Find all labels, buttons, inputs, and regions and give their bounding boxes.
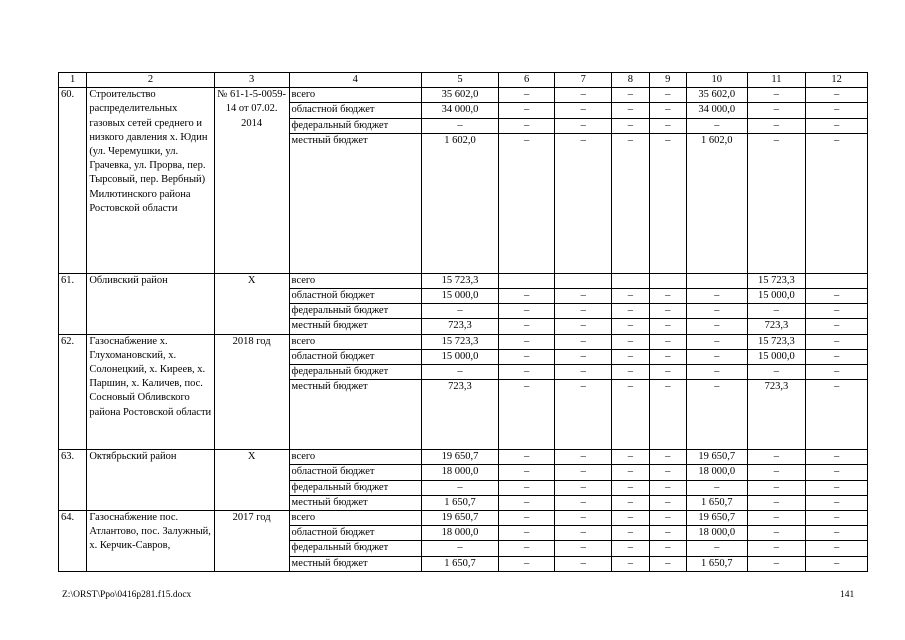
amount-cell: –	[649, 556, 686, 571]
funding-source: федеральный бюджет	[289, 365, 421, 380]
amount-cell: 723,3	[422, 380, 499, 450]
amount-cell: 1 602,0	[422, 133, 499, 273]
budget-table	[58, 72, 868, 572]
funding-source: местный бюджет	[289, 319, 421, 334]
amount-cell: –	[686, 289, 747, 304]
amount-cell: –	[612, 118, 649, 133]
amount-cell: –	[649, 334, 686, 349]
amount-cell: –	[555, 465, 612, 480]
amount-cell: –	[806, 541, 868, 556]
amount-cell: –	[498, 450, 555, 465]
amount-cell: –	[612, 133, 649, 273]
amount-cell: 35 602,0	[422, 88, 499, 103]
document-ref: № 61-1-5-0059-14 от 07.02. 2014	[214, 88, 289, 274]
amount-cell: –	[806, 365, 868, 380]
funding-source: местный бюджет	[289, 556, 421, 571]
amount-cell: –	[747, 495, 806, 510]
amount-cell: –	[555, 88, 612, 103]
amount-cell: –	[612, 304, 649, 319]
amount-cell: –	[498, 541, 555, 556]
amount-cell: –	[422, 365, 499, 380]
amount-cell: –	[555, 380, 612, 450]
amount-cell: 723,3	[747, 319, 806, 334]
header-cell: 1	[59, 73, 87, 88]
table-row	[59, 88, 868, 103]
amount-cell: –	[649, 118, 686, 133]
amount-cell: –	[555, 319, 612, 334]
header-cell: 10	[686, 73, 747, 88]
amount-cell: –	[612, 380, 649, 450]
table-row	[59, 511, 868, 526]
funding-source: всего	[289, 334, 421, 349]
amount-cell: 18 000,0	[686, 465, 747, 480]
amount-cell: –	[747, 450, 806, 465]
amount-cell: 18 000,0	[422, 526, 499, 541]
amount-cell: –	[555, 511, 612, 526]
funding-source: областной бюджет	[289, 349, 421, 364]
table-row	[59, 450, 868, 465]
header-cell: 9	[649, 73, 686, 88]
amount-cell: –	[612, 465, 649, 480]
amount-cell: –	[555, 365, 612, 380]
object-name: Обливский район	[87, 273, 214, 334]
amount-cell: –	[649, 304, 686, 319]
amount-cell: –	[806, 304, 868, 319]
amount-cell: –	[498, 103, 555, 118]
amount-cell: –	[806, 380, 868, 450]
amount-cell: 34 000,0	[686, 103, 747, 118]
amount-cell: –	[612, 511, 649, 526]
amount-cell	[649, 273, 686, 288]
amount-cell	[612, 273, 649, 288]
document-ref: 2018 год	[214, 334, 289, 450]
funding-source: федеральный бюджет	[289, 118, 421, 133]
amount-cell: –	[555, 349, 612, 364]
amount-cell: –	[555, 118, 612, 133]
amount-cell: –	[612, 450, 649, 465]
amount-cell: –	[686, 319, 747, 334]
row-number: 62.	[59, 334, 87, 450]
amount-cell: 723,3	[422, 319, 499, 334]
amount-cell: –	[498, 465, 555, 480]
amount-cell: –	[612, 349, 649, 364]
amount-cell: –	[612, 480, 649, 495]
amount-cell: –	[686, 334, 747, 349]
funding-source: областной бюджет	[289, 103, 421, 118]
amount-cell: –	[649, 541, 686, 556]
header-cell: 7	[555, 73, 612, 88]
amount-cell: –	[806, 556, 868, 571]
amount-cell: 19 650,7	[686, 450, 747, 465]
amount-cell: –	[806, 103, 868, 118]
page-number: 141	[840, 590, 855, 600]
funding-source: всего	[289, 88, 421, 103]
amount-cell: –	[498, 480, 555, 495]
header-cell: 4	[289, 73, 421, 88]
amount-cell: –	[555, 480, 612, 495]
amount-cell: –	[649, 526, 686, 541]
amount-cell: –	[422, 480, 499, 495]
amount-cell: –	[806, 349, 868, 364]
amount-cell: –	[649, 349, 686, 364]
amount-cell: –	[498, 304, 555, 319]
amount-cell: –	[498, 118, 555, 133]
amount-cell: –	[649, 495, 686, 510]
header-cell: 2	[87, 73, 214, 88]
amount-cell: –	[686, 349, 747, 364]
amount-cell: –	[806, 526, 868, 541]
amount-cell: 15 000,0	[747, 349, 806, 364]
amount-cell: –	[422, 541, 499, 556]
amount-cell: –	[498, 349, 555, 364]
funding-source: местный бюджет	[289, 380, 421, 450]
amount-cell: –	[555, 289, 612, 304]
amount-cell: –	[747, 480, 806, 495]
amount-cell: –	[498, 289, 555, 304]
amount-cell: –	[649, 450, 686, 465]
funding-source: всего	[289, 450, 421, 465]
table-row	[59, 273, 868, 288]
amount-cell: –	[649, 465, 686, 480]
amount-cell: –	[498, 511, 555, 526]
funding-source: всего	[289, 511, 421, 526]
amount-cell: 1 602,0	[686, 133, 747, 273]
row-number: 64.	[59, 511, 87, 572]
document-ref: 2017 год	[214, 511, 289, 572]
amount-cell: –	[612, 495, 649, 510]
header-cell: 8	[612, 73, 649, 88]
amount-cell: –	[555, 541, 612, 556]
amount-cell: 15 723,3	[747, 334, 806, 349]
funding-source: всего	[289, 273, 421, 288]
header-cell: 12	[806, 73, 868, 88]
amount-cell: 18 000,0	[686, 526, 747, 541]
amount-cell: 15 000,0	[747, 289, 806, 304]
amount-cell: 15 723,3	[747, 273, 806, 288]
amount-cell: –	[498, 380, 555, 450]
amount-cell: 1 650,7	[422, 495, 499, 510]
header-cell: 11	[747, 73, 806, 88]
row-number: 60.	[59, 88, 87, 274]
funding-source: местный бюджет	[289, 133, 421, 273]
amount-cell	[498, 273, 555, 288]
amount-cell: –	[555, 526, 612, 541]
document-ref: Х	[214, 273, 289, 334]
amount-cell: 19 650,7	[422, 511, 499, 526]
amount-cell: 15 000,0	[422, 289, 499, 304]
amount-cell: 1 650,7	[686, 495, 747, 510]
amount-cell: –	[612, 365, 649, 380]
amount-cell: –	[649, 88, 686, 103]
amount-cell: 15 000,0	[422, 349, 499, 364]
amount-cell	[686, 273, 747, 288]
amount-cell: –	[498, 365, 555, 380]
amount-cell: –	[498, 133, 555, 273]
amount-cell	[806, 273, 868, 288]
amount-cell: –	[498, 556, 555, 571]
funding-source: федеральный бюджет	[289, 480, 421, 495]
header-cell: 6	[498, 73, 555, 88]
amount-cell: 15 723,3	[422, 334, 499, 349]
amount-cell: –	[555, 103, 612, 118]
amount-cell: 1 650,7	[686, 556, 747, 571]
amount-cell: –	[555, 304, 612, 319]
amount-cell: –	[555, 450, 612, 465]
amount-cell: –	[747, 511, 806, 526]
amount-cell: –	[649, 133, 686, 273]
amount-cell: –	[747, 365, 806, 380]
amount-cell: –	[649, 380, 686, 450]
amount-cell: –	[612, 541, 649, 556]
object-name: Газоснабжение пос. Атлантово, пос. Залужный, х. Керчик-Савров,	[87, 511, 214, 572]
amount-cell: –	[555, 334, 612, 349]
amount-cell: –	[649, 511, 686, 526]
object-name: Строительство распределительных газовых сетей среднего и низкого давления х. Юдин (ул. Черемушки, ул. Грачевка, ул. Прорва, пер. Тырсовый, пер. Вербный) Милютинского района Ростовской области	[87, 88, 214, 274]
amount-cell: –	[806, 133, 868, 273]
object-name: Газоснабжение х. Глухомановский, х. Солонецкий, х. Киреев, х. Паршин, х. Каличев, пос. Сосновый Обливского района Ростовской области	[87, 334, 214, 450]
file-path: Z:\ORST\Ppo\0416p281.f15.docx	[62, 590, 192, 600]
amount-cell: –	[649, 103, 686, 118]
amount-cell: –	[649, 289, 686, 304]
amount-cell: –	[612, 319, 649, 334]
amount-cell: –	[806, 480, 868, 495]
amount-cell: –	[806, 88, 868, 103]
amount-cell: –	[612, 289, 649, 304]
amount-cell: –	[555, 495, 612, 510]
amount-cell: –	[498, 88, 555, 103]
amount-cell: –	[498, 334, 555, 349]
amount-cell: –	[612, 334, 649, 349]
amount-cell: –	[806, 465, 868, 480]
amount-cell	[555, 273, 612, 288]
amount-cell: –	[747, 103, 806, 118]
amount-cell: –	[806, 319, 868, 334]
amount-cell: –	[806, 334, 868, 349]
amount-cell: –	[422, 118, 499, 133]
amount-cell: 15 723,3	[422, 273, 499, 288]
amount-cell: 34 000,0	[422, 103, 499, 118]
amount-cell: –	[806, 450, 868, 465]
amount-cell: –	[806, 289, 868, 304]
amount-cell: 19 650,7	[422, 450, 499, 465]
amount-cell: –	[686, 480, 747, 495]
table-row	[59, 334, 868, 349]
object-name: Октябрьский район	[87, 450, 214, 511]
funding-source: областной бюджет	[289, 465, 421, 480]
amount-cell: –	[747, 465, 806, 480]
amount-cell: –	[649, 319, 686, 334]
amount-cell: 35 602,0	[686, 88, 747, 103]
amount-cell: –	[686, 365, 747, 380]
amount-cell: 19 650,7	[686, 511, 747, 526]
amount-cell: –	[612, 556, 649, 571]
amount-cell: 18 000,0	[422, 465, 499, 480]
amount-cell: –	[806, 511, 868, 526]
amount-cell: –	[686, 118, 747, 133]
amount-cell: –	[806, 495, 868, 510]
amount-cell: 1 650,7	[422, 556, 499, 571]
amount-cell: 723,3	[747, 380, 806, 450]
amount-cell: –	[498, 495, 555, 510]
amount-cell: –	[806, 118, 868, 133]
amount-cell: –	[612, 103, 649, 118]
amount-cell: –	[747, 541, 806, 556]
funding-source: областной бюджет	[289, 526, 421, 541]
row-number: 63.	[59, 450, 87, 511]
funding-source: местный бюджет	[289, 495, 421, 510]
funding-source: федеральный бюджет	[289, 541, 421, 556]
amount-cell: –	[747, 88, 806, 103]
amount-cell: –	[686, 380, 747, 450]
amount-cell: –	[747, 556, 806, 571]
amount-cell: –	[498, 319, 555, 334]
amount-cell: –	[422, 304, 499, 319]
header-cell: 5	[422, 73, 499, 88]
document-ref: Х	[214, 450, 289, 511]
amount-cell: –	[649, 480, 686, 495]
amount-cell: –	[747, 118, 806, 133]
funding-source: областной бюджет	[289, 289, 421, 304]
amount-cell: –	[555, 556, 612, 571]
amount-cell: –	[612, 88, 649, 103]
header-row	[59, 73, 868, 88]
row-number: 61.	[59, 273, 87, 334]
amount-cell: –	[686, 541, 747, 556]
amount-cell: –	[747, 133, 806, 273]
amount-cell: –	[555, 133, 612, 273]
amount-cell: –	[612, 526, 649, 541]
amount-cell: –	[747, 304, 806, 319]
amount-cell: –	[498, 526, 555, 541]
header-cell: 3	[214, 73, 289, 88]
funding-source: федеральный бюджет	[289, 304, 421, 319]
amount-cell: –	[649, 365, 686, 380]
amount-cell: –	[686, 304, 747, 319]
amount-cell: –	[747, 526, 806, 541]
